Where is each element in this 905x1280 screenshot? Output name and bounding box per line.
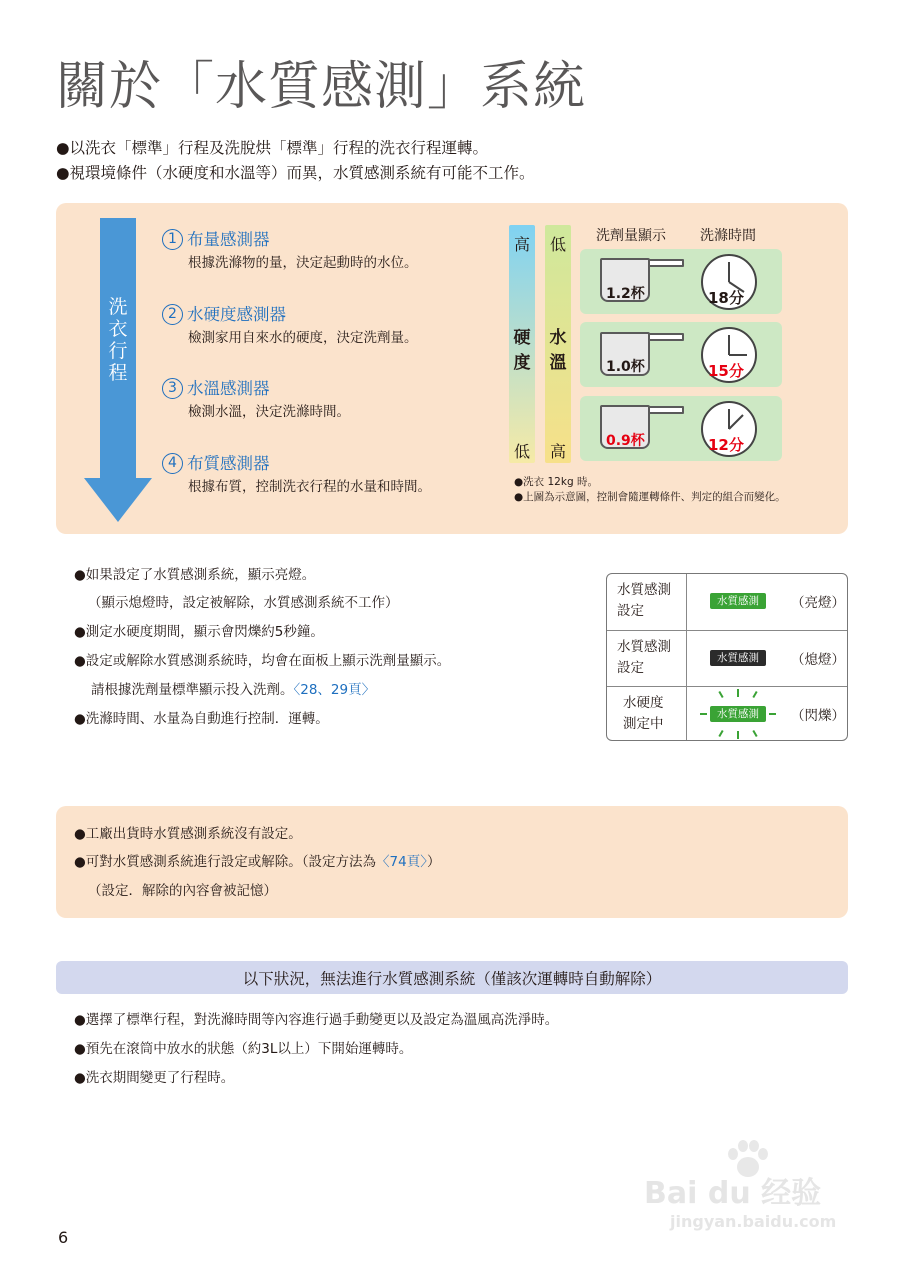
flash-ray-icon: [718, 691, 723, 698]
note-memory: （設定．解除的內容會被記憶）: [88, 883, 277, 899]
temperature-high: 高: [549, 442, 566, 461]
bullet-light-off-note: （顯示熄燈時，設定被解除，水質感測系統不工作）: [88, 595, 399, 611]
status-note: （亮燈）: [791, 595, 845, 611]
sensor-desc: 檢測水溫，決定洗滌時間。: [188, 404, 350, 420]
page-link-28-29[interactable]: 〈28、29頁〉: [293, 682, 376, 698]
cup-handle-icon: [648, 333, 684, 341]
detergent-amount: 1.0杯: [606, 359, 645, 375]
cup-handle-icon: [648, 259, 684, 267]
flash-ray-icon: [737, 689, 739, 697]
flash-ray-icon: [752, 691, 757, 698]
status-label: 水質感測 設定: [607, 574, 687, 630]
sensor-item-4: [162, 450, 431, 495]
page-link-74[interactable]: 〈74頁〉: [376, 854, 427, 870]
conditions-heading: 以下狀況，無法進行水質感測系統（僅該次運轉時自動解除）: [242, 970, 662, 988]
sensor-title: 水溫感測器: [187, 379, 270, 398]
status-label: 水質感測 設定: [607, 631, 687, 686]
detergent-amount: 0.9杯: [606, 433, 645, 449]
number-circle-icon: 3: [162, 378, 183, 399]
number-circle-icon: 4: [162, 453, 183, 474]
status-row-flash: [607, 686, 848, 741]
page-title: 關於「水質感測」系統: [56, 57, 587, 117]
diagram-note-2: ●上圖為示意圖，控制會隨運轉條件、判定的組合而變化。: [514, 491, 786, 503]
water-quality-indicator-on: 水質感測: [710, 593, 766, 609]
note-factory-default: ●工廠出貨時水質感測系統沒有設定。: [74, 826, 302, 842]
flash-ray-icon: [718, 730, 723, 737]
flash-ray-icon: [700, 713, 707, 715]
status-note: （熄燈）: [791, 652, 845, 668]
cup-handle-icon: [648, 406, 684, 414]
bullet-flash: ●測定水硬度期間，顯示會閃爍約5秒鐘。: [74, 624, 324, 640]
bullet-light-on: ●如果設定了水質感測系統，顯示亮燈。: [74, 567, 316, 583]
indicator-status-table: [606, 573, 848, 741]
flash-ray-icon: [737, 731, 739, 739]
wash-time-column-header: 洗滌時間: [700, 228, 756, 244]
status-row-off: [607, 630, 848, 686]
bullet-auto-control: ●洗滌時間、水量為自動進行控制．運轉。: [74, 711, 329, 727]
temperature-low: 低: [549, 235, 566, 254]
sensor-desc: 根據洗滌物的量，決定起動時的水位。: [188, 255, 418, 271]
condition-item-1: ●選擇了標準行程，對洗滌時間等內容進行過手動變更以及設定為溫風高洗淨時。: [74, 1012, 559, 1028]
sensor-item-1: [162, 226, 418, 271]
flash-ray-icon: [752, 730, 757, 737]
number-circle-icon: 2: [162, 304, 183, 325]
number-circle-icon: 1: [162, 229, 183, 250]
intro-line-2: ●視環境條件（水硬度和水溫等）而異，水質感測系統有可能不工作。: [56, 164, 535, 182]
temperature-label: 水 溫: [549, 328, 567, 373]
condition-item-2: ●預先在滾筒中放水的狀態（約3L以上）下開始運轉時。: [74, 1041, 413, 1057]
hardness-low: 低: [513, 442, 530, 461]
water-quality-indicator-off: 水質感測: [710, 650, 766, 666]
watermark-url: jingyan.baidu.com: [670, 1212, 837, 1231]
status-label: 水硬度 測定中: [607, 687, 687, 741]
wash-time-value: 15分: [708, 362, 744, 380]
sensor-title: 水硬度感測器: [187, 305, 286, 324]
page-number: 6: [58, 1228, 69, 1247]
sensor-desc: 根據布質，控制洗衣行程的水量和時間。: [188, 479, 431, 495]
flash-ray-icon: [769, 713, 776, 715]
sensor-desc: 檢測家用自來水的硬度，決定洗劑量。: [188, 330, 418, 346]
note-set-release: ●可對水質感測系統進行設定或解除。（設定方法為〈74頁〉）: [74, 854, 441, 870]
hardness-label: 硬 度: [513, 328, 531, 373]
bullet-set-release: ●設定或解除水質感測系統時，均會在面板上顯示洗劑量顯示。: [74, 653, 451, 669]
sensor-item-2: [162, 301, 418, 346]
detergent-column-header: 洗劑量顯示: [596, 228, 666, 244]
watermark-brand: Bai du 经验: [644, 1176, 822, 1211]
wash-time-value: 18分: [708, 289, 744, 307]
wash-time-value: 12分: [708, 436, 744, 454]
detergent-amount: 1.2杯: [606, 286, 645, 302]
status-row-on: [607, 574, 848, 630]
water-quality-indicator-flashing: 水質感測: [710, 706, 766, 722]
sensor-item-3: [162, 375, 350, 420]
sensor-title: 布量感測器: [187, 230, 270, 249]
condition-item-3: ●洗衣期間變更了行程時。: [74, 1070, 235, 1086]
intro-line-1: ●以洗衣「標準」行程及洗脫烘「標準」行程的洗衣行程運轉。: [56, 139, 489, 157]
sensor-title: 布質感測器: [187, 454, 270, 473]
arrow-head-icon: [84, 478, 152, 522]
hardness-high: 高: [513, 235, 530, 254]
bullet-detergent-guide: 請根據洗劑量標準顯示投入洗劑。〈28、29頁〉: [91, 682, 376, 698]
diagram-note-1: ●洗衣 12kg 時。: [514, 476, 598, 488]
arrow-label: 洗 衣 行 程: [108, 296, 128, 384]
status-note: （閃爍）: [791, 708, 845, 724]
